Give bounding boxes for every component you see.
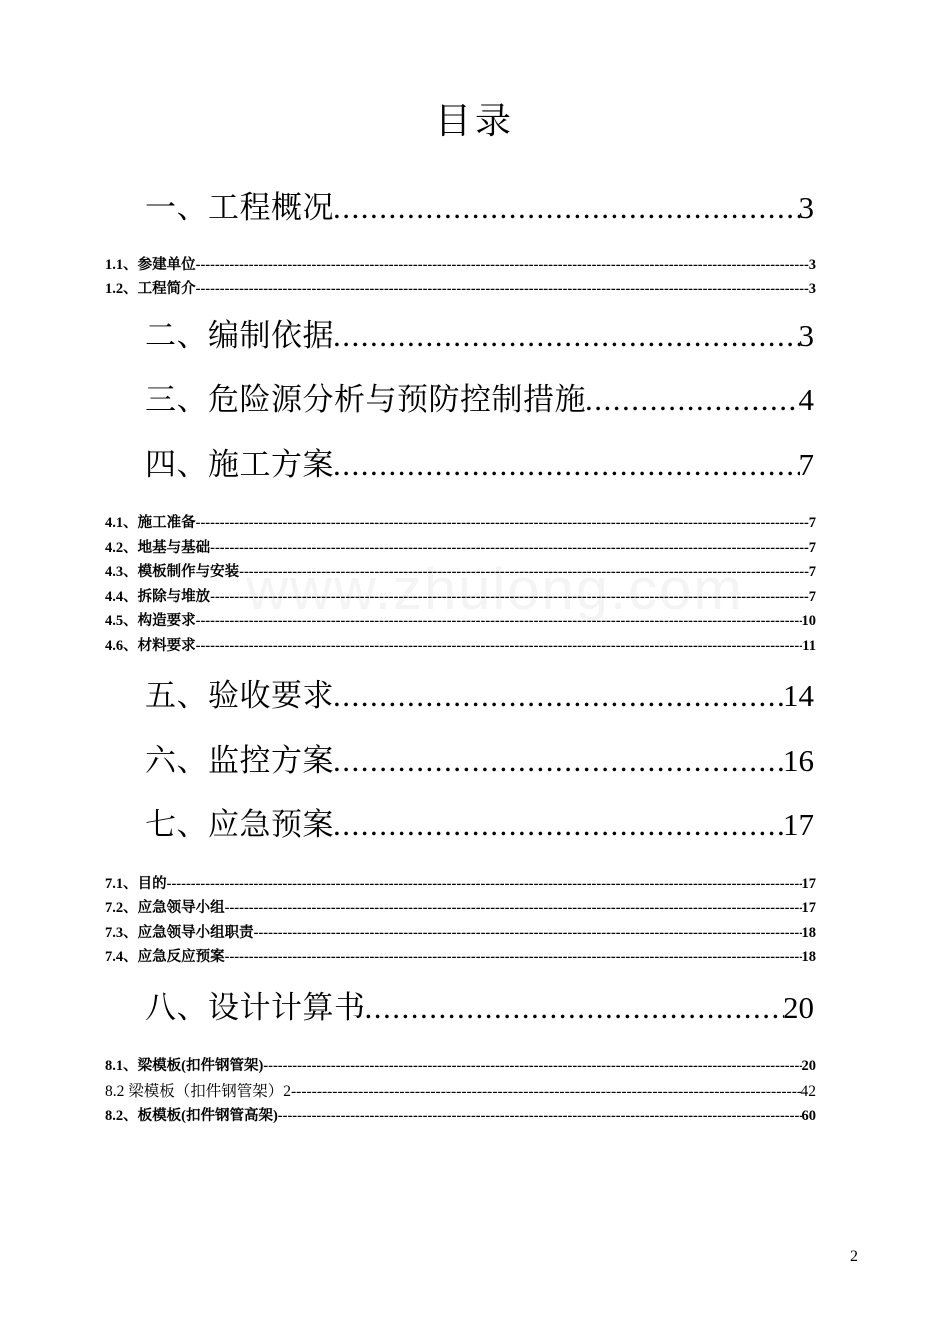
toc-entry-label: 4.4、拆除与堆放 bbox=[105, 588, 211, 605]
toc-entry-label: 二、编制依据 bbox=[145, 317, 334, 353]
toc-entry-level2[interactable] bbox=[105, 921, 816, 946]
toc-leader-dots bbox=[225, 901, 802, 916]
toc-entry-label: 七、应急预案 bbox=[145, 807, 334, 843]
toc-entry-label: 4.6、材料要求 bbox=[105, 637, 196, 654]
toc-entry-level2[interactable] bbox=[105, 1079, 816, 1105]
toc-entry-label: 7.4、应急反应预案 bbox=[105, 949, 225, 966]
toc-entry-level2[interactable] bbox=[105, 277, 816, 302]
toc-entry-label: 4.2、地基与基础 bbox=[105, 539, 211, 556]
toc-entry-page-number: 7 bbox=[798, 446, 814, 482]
toc-entry-level2[interactable] bbox=[105, 536, 816, 561]
toc-leader-dots bbox=[333, 809, 784, 840]
toc-subsection-group bbox=[0, 511, 950, 658]
toc-entry-label: 六、监控方案 bbox=[145, 742, 334, 778]
toc-leader-dots bbox=[196, 258, 809, 273]
toc-entry-label: 8.2 梁模板（扣件钢管架）2 bbox=[105, 1082, 292, 1100]
toc-entry-page-number: 3 bbox=[808, 256, 816, 273]
toc-entry-page-number: 17 bbox=[783, 807, 814, 843]
toc-leader-dots bbox=[239, 565, 809, 580]
toc-subsection-group bbox=[0, 253, 950, 302]
toc-entry-label: 8.2、板模板(扣件钢管高架) bbox=[105, 1108, 278, 1125]
toc-entry-page-number: 20 bbox=[783, 989, 814, 1025]
toc-leader-dots bbox=[225, 950, 802, 965]
toc-entry-page-number: 3 bbox=[808, 281, 816, 298]
toc-entry-page-number: 18 bbox=[801, 949, 816, 966]
toc-entry-page-number: 3 bbox=[798, 317, 814, 353]
watermark: www.zhulong.com bbox=[246, 560, 744, 622]
toc-entry-level1[interactable] bbox=[145, 368, 814, 433]
toc-entry-label: 1.2、工程简介 bbox=[105, 281, 196, 298]
toc-entry-page-number: 16 bbox=[783, 742, 814, 778]
toc-entry-page-number: 3 bbox=[798, 190, 814, 225]
toc-leader-dots bbox=[333, 745, 784, 776]
toc-entry-label: 五、验收要求 bbox=[145, 678, 334, 714]
toc-entry-level2[interactable] bbox=[105, 609, 816, 634]
toc-entry-page-number: 17 bbox=[801, 875, 816, 892]
toc-entry-page-number: 4 bbox=[798, 382, 814, 418]
toc-entry-level1[interactable] bbox=[145, 433, 814, 498]
toc-leader-dots bbox=[585, 384, 800, 415]
toc-entry-level2[interactable] bbox=[105, 896, 816, 921]
toc-leader-dots bbox=[333, 320, 800, 351]
toc-entry-page-number: 14 bbox=[783, 678, 814, 714]
toc-leader-dots bbox=[278, 1109, 802, 1124]
toc-entry-label: 八、设计计算书 bbox=[145, 989, 366, 1025]
toc-leader-dots bbox=[196, 614, 802, 629]
table-of-contents bbox=[0, 176, 950, 1135]
toc-entry-label: 一、工程概况 bbox=[145, 190, 334, 225]
toc-leader-dots bbox=[365, 992, 785, 1023]
toc-entry-level1[interactable] bbox=[145, 664, 814, 729]
toc-entry-level2[interactable] bbox=[105, 634, 816, 659]
toc-leader-dots bbox=[333, 192, 800, 223]
toc-leader-dots bbox=[196, 282, 809, 297]
toc-leader-dots bbox=[210, 590, 809, 605]
toc-leader-dots bbox=[333, 449, 800, 480]
toc-entry-level1[interactable] bbox=[145, 976, 814, 1041]
toc-leader-dots bbox=[210, 541, 809, 556]
toc-entry-page-number: 20 bbox=[801, 1058, 816, 1075]
toc-leader-dots bbox=[263, 1059, 801, 1074]
toc-entry-level1[interactable] bbox=[145, 729, 814, 794]
toc-entry-level2[interactable] bbox=[105, 1104, 816, 1129]
toc-entry-page-number: 7 bbox=[808, 515, 816, 532]
toc-entry-level2[interactable] bbox=[105, 585, 816, 610]
toc-entry-label: 4.1、施工准备 bbox=[105, 515, 196, 532]
toc-entry-label: 7.2、应急领导小组 bbox=[105, 900, 225, 917]
toc-entry-page-number: 7 bbox=[808, 539, 816, 556]
toc-leader-dots bbox=[254, 926, 802, 941]
toc-entry-level2[interactable] bbox=[105, 945, 816, 970]
toc-entry-page-number: 42 bbox=[800, 1082, 816, 1100]
footer-page-number: 2 bbox=[850, 1248, 858, 1265]
toc-entry-page-number: 18 bbox=[801, 924, 816, 941]
toc-entry-page-number: 17 bbox=[801, 900, 816, 917]
toc-leader-dots bbox=[291, 1084, 800, 1100]
toc-entry-level2[interactable] bbox=[105, 253, 816, 278]
page-title: 目录 bbox=[434, 101, 515, 141]
toc-entry-label: 1.1、参建单位 bbox=[105, 256, 196, 273]
toc-entry-label: 4.3、模板制作与安装 bbox=[105, 564, 240, 581]
toc-leader-dots bbox=[196, 516, 809, 531]
toc-entry-label: 7.1、目的 bbox=[105, 875, 167, 892]
toc-entry-label: 8.1、梁模板(扣件钢管架) bbox=[105, 1058, 264, 1075]
toc-entry-label: 4.5、构造要求 bbox=[105, 613, 196, 630]
toc-entry-level1[interactable] bbox=[145, 304, 814, 369]
toc-entry-level2[interactable] bbox=[105, 1054, 816, 1079]
toc-entry-page-number: 7 bbox=[808, 564, 816, 581]
toc-leader-dots bbox=[333, 680, 784, 711]
toc-entry-label: 四、施工方案 bbox=[145, 446, 334, 482]
toc-entry-page-number: 7 bbox=[808, 588, 816, 605]
toc-subsection-group bbox=[0, 872, 950, 970]
toc-entry-level2[interactable] bbox=[105, 872, 816, 897]
toc-entry-label: 7.3、应急领导小组职责 bbox=[105, 924, 254, 941]
toc-leader-dots bbox=[196, 639, 803, 654]
toc-entry-page-number: 60 bbox=[801, 1108, 816, 1125]
toc-entry-page-number: 10 bbox=[801, 613, 816, 630]
toc-entry-level2[interactable] bbox=[105, 560, 816, 585]
toc-entry-label: 三、危险源分析与预防控制措施 bbox=[145, 382, 586, 418]
toc-entry-level1[interactable] bbox=[145, 176, 814, 241]
toc-entry-level1[interactable] bbox=[145, 793, 814, 858]
toc-entry-page-number: 11 bbox=[802, 637, 816, 654]
toc-leader-dots bbox=[167, 877, 802, 892]
toc-subsection-group bbox=[0, 1054, 950, 1129]
toc-entry-level2[interactable] bbox=[105, 511, 816, 536]
